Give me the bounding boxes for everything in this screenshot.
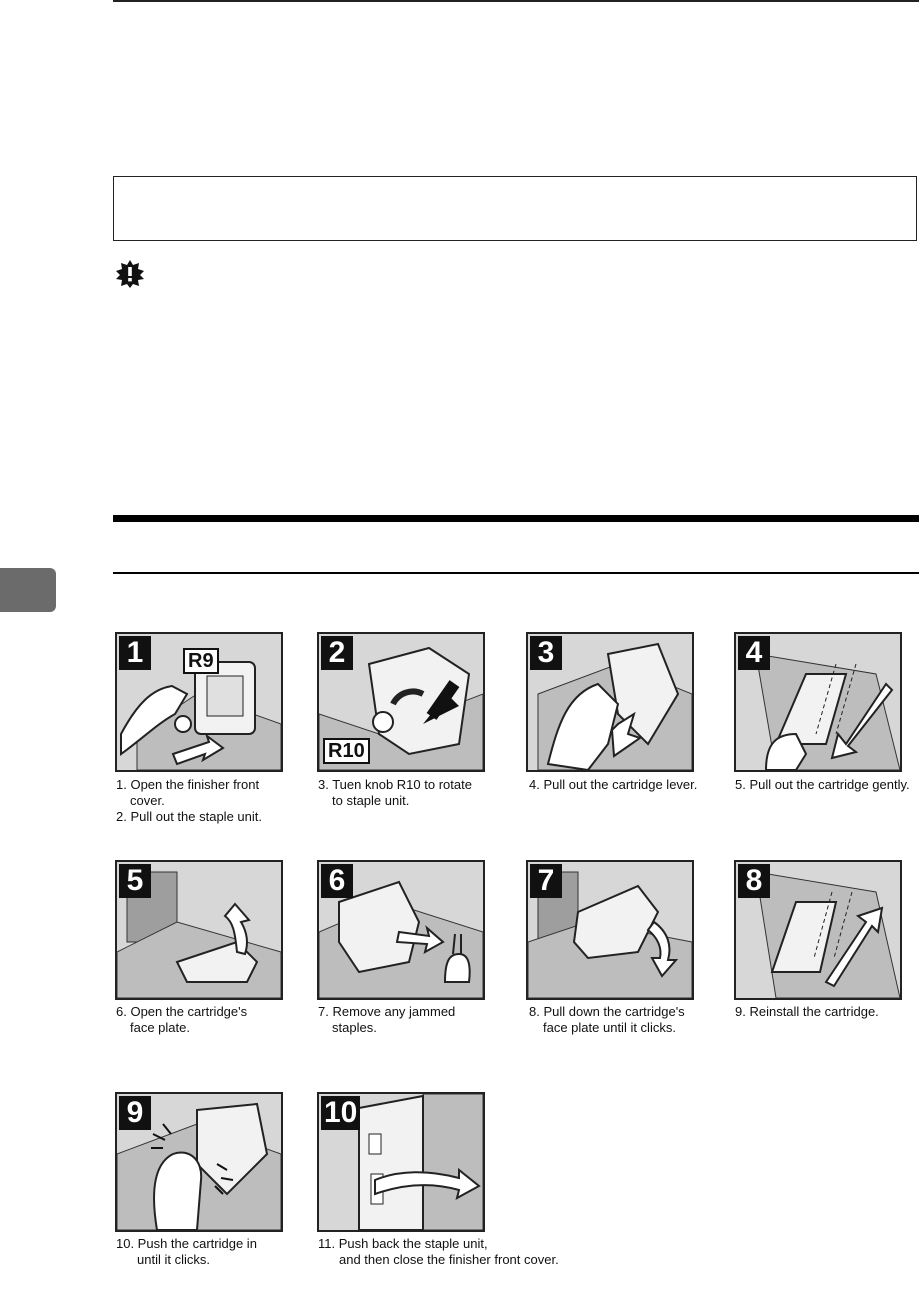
caption-line: 11. Push back the staple unit, bbox=[318, 1236, 488, 1251]
step-8-caption bbox=[735, 1004, 879, 1020]
step-badge: 10 bbox=[321, 1096, 360, 1130]
caption-line: 2. Pull out the staple unit. bbox=[116, 809, 262, 824]
step-badge: 2 bbox=[321, 636, 353, 670]
caption-line: and then close the finisher front cover. bbox=[339, 1252, 559, 1267]
step-1-illustration bbox=[115, 632, 283, 772]
step-badge: 6 bbox=[321, 864, 353, 898]
step-6-caption bbox=[318, 1004, 455, 1036]
caption-line: 5. Pull out the cartridge gently. bbox=[735, 777, 910, 792]
step-9-illustration bbox=[115, 1092, 283, 1232]
caption-line: 1. Open the finisher front bbox=[116, 777, 260, 792]
step-10-caption bbox=[318, 1236, 559, 1268]
caption-line: face plate. bbox=[130, 1020, 190, 1035]
step-2-caption bbox=[318, 777, 472, 809]
step-4-illustration bbox=[734, 632, 902, 772]
step-6-illustration bbox=[317, 860, 485, 1000]
caption-line: staples. bbox=[332, 1020, 377, 1035]
step-badge: 4 bbox=[738, 636, 770, 670]
caption-line: 8. Pull down the cartridge's bbox=[529, 1004, 685, 1019]
top-rule bbox=[113, 0, 919, 2]
step-3-caption bbox=[529, 777, 697, 793]
step-8-illustration bbox=[734, 860, 902, 1000]
caption-line: 6. Open the cartridge's bbox=[116, 1004, 248, 1019]
step-badge: 1 bbox=[119, 636, 151, 670]
section-rule-thin bbox=[113, 572, 919, 574]
part-label-r9: R9 bbox=[183, 648, 219, 674]
caption-line: 4. Pull out the cartridge lever. bbox=[529, 777, 698, 792]
caption-line: 7. Remove any jammed bbox=[318, 1004, 456, 1019]
step-badge: 3 bbox=[530, 636, 562, 670]
step-1-caption bbox=[116, 777, 262, 825]
caption-line: face plate until it clicks. bbox=[543, 1020, 676, 1035]
step-2-illustration bbox=[317, 632, 485, 772]
step-10-illustration bbox=[317, 1092, 485, 1232]
caption-line: 10. Push the cartridge in bbox=[116, 1236, 257, 1251]
step-9-caption bbox=[116, 1236, 257, 1268]
caption-line: 9. Reinstall the cartridge. bbox=[735, 1004, 879, 1019]
step-5-illustration bbox=[115, 860, 283, 1000]
part-label-r10: R10 bbox=[323, 738, 370, 764]
important-icon bbox=[115, 259, 145, 289]
caption-line: 3. Tuen knob R10 to rotate bbox=[318, 777, 472, 792]
caption-line: cover. bbox=[130, 793, 165, 808]
step-badge: 8 bbox=[738, 864, 770, 898]
step-5-caption bbox=[116, 1004, 247, 1036]
step-3-illustration bbox=[526, 632, 694, 772]
step-4-caption bbox=[735, 777, 910, 793]
step-badge: 5 bbox=[119, 864, 151, 898]
caption-line: until it clicks. bbox=[137, 1252, 210, 1267]
step-badge: 7 bbox=[530, 864, 562, 898]
step-7-illustration bbox=[526, 860, 694, 1000]
step-badge: 9 bbox=[119, 1096, 151, 1130]
caption-line: to staple unit. bbox=[332, 793, 410, 808]
step-7-caption bbox=[529, 1004, 685, 1036]
note-box bbox=[113, 176, 917, 241]
section-rule-thick bbox=[113, 515, 919, 522]
chapter-thumb-tab bbox=[0, 568, 56, 612]
